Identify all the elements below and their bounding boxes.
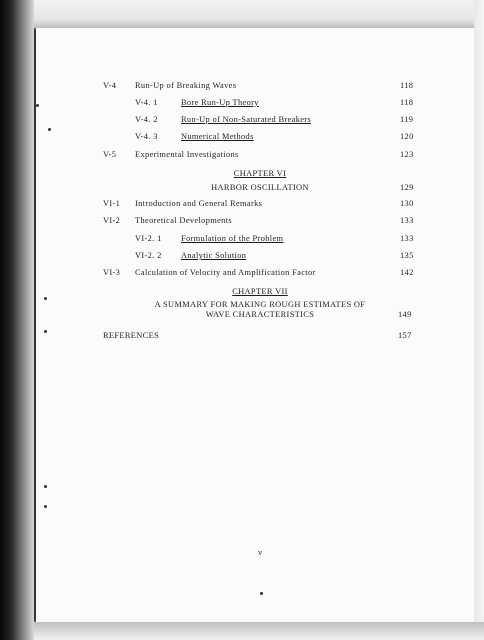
toc-entry-title: Run-Up of Breaking Waves [135,81,237,90]
toc-entry-number: V-5 [103,150,117,159]
toc-subentry-page: 120 [400,132,414,141]
toc-entry-page: 118 [400,81,414,90]
toc-entry-title: Theoretical Developments [135,216,232,225]
toc-entry-page: 130 [400,199,414,208]
toc-subentry-number: V-4. 1 [135,98,158,107]
scan-speck [44,297,47,300]
toc-subentry-page: 133 [400,234,414,243]
toc-entry-title: Calculation of Velocity and Amplification Factor [135,268,316,277]
toc-subentry-page: 135 [400,251,414,260]
scan-speck [36,104,39,107]
toc-entry-number: V-4 [103,81,117,90]
toc-entry-page: 133 [400,216,414,225]
scan-bottom-edge [34,622,484,640]
toc-subentry-title: Formulation of the Problem [181,234,284,243]
chapter-label: CHAPTER VII [232,287,288,296]
scan-speck [44,485,47,488]
toc-entry-page: 123 [400,150,414,159]
toc-subentry-page: 118 [400,98,414,107]
toc-subentry-number: V-4. 2 [135,115,158,124]
references-label: REFERENCES [103,331,160,340]
toc-entry-title: Introduction and General Remarks [135,199,263,208]
toc-subentry-title: Analytic Solution [181,251,247,260]
scan-left-edge [0,0,34,640]
toc-subentry-number: V-4. 3 [135,132,158,141]
page-left-border [34,30,36,620]
scan-right-edge [474,0,484,640]
chapter-title-line1: A SUMMARY FOR MAKING ROUGH ESTIMATES OF [154,300,366,309]
scan-speck [48,128,51,131]
references-page: 157 [398,331,412,340]
toc-entry-page: 142 [400,268,414,277]
scan-speck [44,330,47,333]
chapter-label: CHAPTER VI [233,169,287,178]
chapter-page: 129 [400,183,414,192]
chapter-title-line2: WAVE CHARACTERISTICS [205,310,315,319]
toc-subentry-title: Numerical Methods [181,132,254,141]
toc-entry-number: VI-1 [103,199,121,208]
toc-subentry-number: VI-2. 2 [135,251,162,260]
chapter-title: HARBOR OSCILLATION [211,183,309,192]
toc-entry-title: Experimental Investigations [135,150,239,159]
toc-entry-number: VI-2 [103,216,121,225]
page-number: v [258,548,263,557]
scan-speck [260,592,263,595]
toc-subentry-number: VI-2. 1 [135,234,162,243]
chapter-page: 149 [398,310,412,319]
toc-entry-number: VI-3 [103,268,121,277]
scan-top-edge [34,0,484,28]
toc-subentry-title: Bore Run-Up Theory [181,98,259,107]
toc-subentry-title: Run-Up of Non-Saturated Breakers [181,115,312,124]
scan-speck [44,505,47,508]
toc-subentry-page: 119 [400,115,414,124]
